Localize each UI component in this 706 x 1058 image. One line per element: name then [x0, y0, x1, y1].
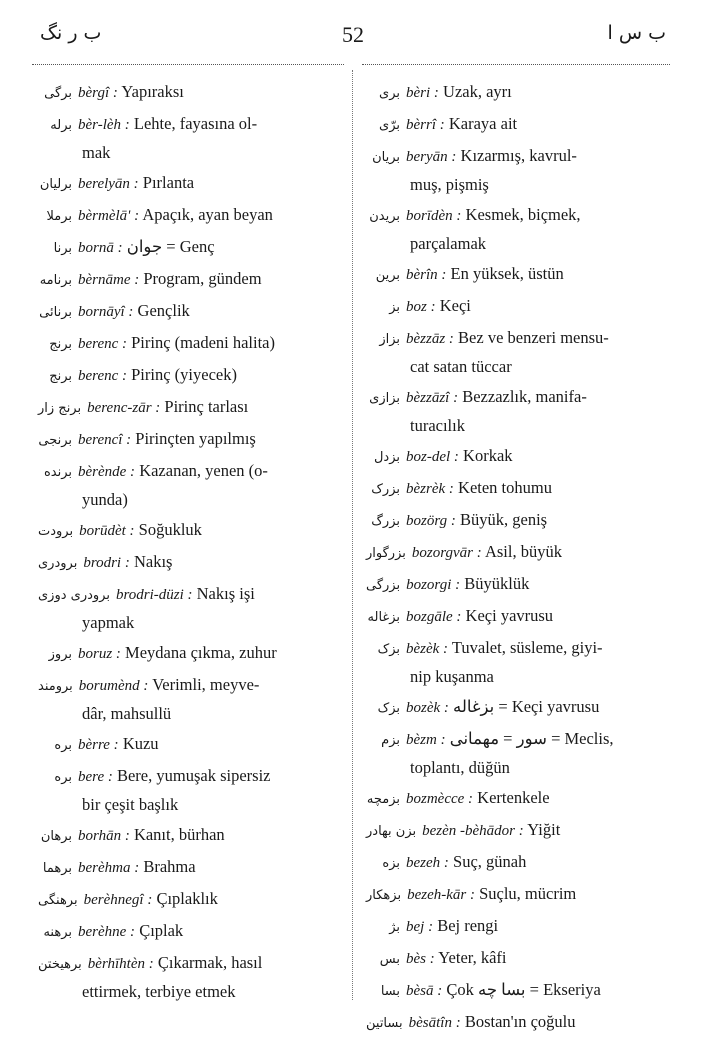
dictionary-entry	[38, 233, 350, 262]
headword: bès :	[406, 951, 435, 967]
definition: Suçlu, mücrim	[479, 884, 577, 903]
arabic-word: برلیان	[39, 177, 72, 192]
headword: bezeh :	[406, 855, 449, 871]
definition: Keten tohumu	[458, 478, 552, 497]
arabic-word: برنامه	[39, 273, 72, 288]
headword: boruz :	[78, 646, 121, 662]
arabic-word: بساتین	[366, 1016, 403, 1031]
arabic-word: برهنگی	[38, 893, 78, 908]
dictionary-entry	[366, 324, 672, 380]
definition: Uzak, ayrı	[443, 82, 512, 101]
arabic-word: بره	[54, 770, 72, 785]
headword: bèzzāzî :	[406, 390, 459, 406]
definition: سور = مهمانی = Meclis,	[449, 729, 614, 748]
arabic-word: برهنه	[43, 925, 72, 940]
definition-continuation: mak	[82, 143, 111, 162]
headword: berelyān :	[78, 176, 139, 192]
headword: bèrhīhtèn :	[87, 956, 154, 972]
dictionary-entry	[366, 442, 672, 471]
dictionary-entry	[38, 169, 350, 198]
dictionary-entry	[38, 329, 350, 358]
definition: Soğukluk	[138, 520, 202, 539]
arabic-word: بزه	[382, 856, 400, 871]
dictionary-entry	[38, 548, 350, 577]
header-right: ب س ا	[607, 22, 666, 44]
definition: Pirinç (yiyecek)	[131, 365, 237, 384]
right-column	[366, 78, 672, 1040]
definition: Bej rengi	[437, 916, 499, 935]
left-column	[38, 78, 350, 1008]
headword: bèrnāme :	[78, 272, 140, 288]
dictionary-entry	[366, 944, 672, 973]
definition-continuation: yapmak	[82, 613, 135, 632]
definition-continuation: turacılık	[410, 416, 465, 435]
dictionary-entry	[366, 816, 672, 845]
headword: bere :	[78, 769, 113, 785]
definition: Bez ve benzeri mensu-	[458, 328, 609, 347]
definition: بزغاله = Keçi yavrusu	[453, 697, 600, 716]
dictionary-entry	[366, 474, 672, 503]
arabic-word: برملا	[46, 209, 72, 224]
dictionary-entry	[366, 383, 672, 439]
headword: boz-del :	[406, 449, 459, 465]
definition: جوان = Genç	[126, 237, 215, 256]
arabic-word: برومند	[38, 679, 73, 694]
headword: berèhne :	[78, 924, 136, 940]
dictionary-entry	[38, 393, 350, 422]
definition: Tuvalet, süsleme, giyi-	[451, 638, 603, 657]
arabic-word: بزاز	[379, 332, 400, 347]
page-number: 52	[342, 22, 364, 47]
arabic-word: برهان	[40, 829, 72, 844]
headword: bozgāle :	[406, 609, 462, 625]
headword: bèzm :	[406, 732, 446, 748]
definition: Keçi yavrusu	[465, 606, 554, 625]
dictionary-entry	[38, 297, 350, 326]
dictionary-entry	[38, 361, 350, 390]
dictionary-entry	[366, 912, 672, 941]
arabic-word: بروز	[48, 647, 72, 662]
arabic-word: بزم	[381, 733, 400, 748]
headword: bèrrî :	[406, 117, 445, 133]
definition: Program, gündem	[143, 269, 262, 288]
definition: Çıplaklık	[156, 889, 218, 908]
headword: berenc :	[78, 368, 127, 384]
definition: Gençlik	[137, 301, 190, 320]
arabic-word: برودری	[38, 556, 78, 571]
dictionary-entry	[38, 425, 350, 454]
headword: bornāyî :	[78, 304, 134, 320]
definition: Çıplak	[139, 921, 184, 940]
headword: berencî :	[78, 432, 132, 448]
definition: Çok بسا چه = Ekseriya	[446, 980, 601, 999]
definition: Bostan'ın çoğulu	[464, 1012, 576, 1031]
definition: Nakış işi	[196, 584, 255, 603]
definition: Keçi	[439, 296, 471, 315]
dictionary-entry	[366, 602, 672, 631]
definition: Kesmek, biçmek,	[465, 205, 581, 224]
dictionary-entry	[366, 725, 672, 781]
dictionary-entry	[38, 730, 350, 759]
definition-continuation: cat satan tüccar	[410, 357, 512, 376]
headword: bozmècce :	[406, 791, 474, 807]
definition: Yiğit	[527, 820, 561, 839]
arabic-word: بری	[379, 86, 400, 101]
headword: berenc :	[78, 336, 127, 352]
definition: Karaya ait	[448, 114, 518, 133]
arabic-word: برنج زار	[38, 401, 82, 416]
arabic-word: بس	[379, 952, 400, 967]
dictionary-entry	[366, 142, 672, 198]
dictionary-entry	[38, 885, 350, 914]
dictionary-entry	[366, 260, 672, 289]
definition: Yeter, kâfi	[438, 948, 507, 967]
headword: bèrènde :	[78, 464, 136, 480]
arabic-word: بزدل	[373, 450, 400, 465]
definition-continuation: bir çeşit başlık	[82, 795, 179, 814]
dictionary-entry	[366, 201, 672, 257]
arabic-word: برنج	[49, 337, 72, 352]
definition-continuation: nip kuşanma	[410, 667, 494, 686]
headword: bèr-lèh :	[78, 117, 130, 133]
definition: Suç, günah	[453, 852, 527, 871]
dictionary-entry	[38, 110, 350, 166]
dictionary-entry	[38, 762, 350, 818]
headword: bèrre :	[78, 737, 119, 753]
definition: Kertenkele	[477, 788, 550, 807]
header-rule-left	[32, 64, 344, 65]
header-left: ب ر نگ	[40, 22, 102, 44]
header-rule-right	[362, 64, 670, 65]
definition: Bezzazlık, manifa-	[462, 387, 587, 406]
arabic-word: بزرک	[371, 482, 400, 497]
definition: Asil, büyük	[484, 542, 562, 561]
definition: Kızarmış, kavrul-	[460, 146, 577, 165]
dictionary-entry	[366, 693, 672, 722]
dictionary-entry	[366, 634, 672, 690]
definition: Kanıt, bürhan	[133, 825, 225, 844]
headword: bezeh-kār :	[407, 887, 475, 903]
definition: Pirinç tarlası	[164, 397, 249, 416]
arabic-word: بسا	[380, 984, 400, 999]
headword: bozörg :	[406, 513, 456, 529]
dictionary-entry	[38, 949, 350, 1005]
headword: bèrîn :	[406, 267, 447, 283]
column-separator	[352, 70, 353, 1000]
definition: Lehte, fayasına ol-	[133, 114, 258, 133]
headword: borīdèn :	[406, 208, 462, 224]
dictionary-entry	[38, 265, 350, 294]
headword: bèzrèk :	[406, 481, 454, 497]
headword: berenc-zār :	[87, 400, 161, 416]
arabic-word: برنائی	[39, 305, 72, 320]
headword: berèhma :	[78, 860, 140, 876]
headword: brodri :	[83, 555, 130, 571]
definition: Kazanan, yenen (o-	[139, 461, 268, 480]
definition: Bere, yumuşak sipersiz	[116, 766, 271, 785]
headword: berèhnegî :	[83, 892, 153, 908]
arabic-word: بزهکار	[366, 888, 402, 903]
headword: bèzzāz :	[406, 331, 454, 347]
headword: bèrgî :	[78, 85, 118, 101]
headword: bozèk :	[406, 700, 449, 716]
dictionary-entry	[38, 201, 350, 230]
headword: bèsātîn :	[408, 1015, 461, 1031]
definition: Pirinç (madeni halita)	[131, 333, 275, 352]
headword: bèsā :	[406, 983, 443, 999]
dictionary-entry	[38, 457, 350, 513]
definition-continuation: yunda)	[82, 490, 128, 509]
arabic-word: برنجی	[38, 433, 72, 448]
arabic-word: بزغاله	[367, 610, 400, 625]
definition-continuation: dâr, mahsullü	[82, 704, 172, 723]
arabic-word: برودت	[38, 524, 74, 539]
headword: bozorgvār :	[411, 545, 482, 561]
definition: Brahma	[143, 857, 196, 876]
dictionary-entry	[366, 538, 672, 567]
arabic-word: برنج	[49, 369, 72, 384]
headword: borūdèt :	[79, 523, 135, 539]
arabic-word: بزک	[377, 642, 400, 657]
dictionary-entry	[366, 110, 672, 139]
arabic-word: برنا	[53, 241, 72, 256]
definition: Pırlanta	[142, 173, 195, 192]
arabic-word: برّی	[379, 118, 400, 133]
dictionary-entry	[366, 1008, 672, 1037]
arabic-word: برگی	[44, 86, 72, 101]
arabic-word: بزن بهادر	[366, 824, 417, 839]
definition: Büyük, geniş	[460, 510, 548, 529]
dictionary-entry	[366, 880, 672, 909]
headword: beryān :	[406, 149, 457, 165]
arabic-word: برله	[50, 118, 72, 133]
definition: Çıkarmak, hasıl	[157, 953, 263, 972]
definition: Korkak	[463, 446, 513, 465]
definition: Meydana çıkma, zuhur	[125, 643, 277, 662]
arabic-word: بزمچه	[366, 792, 400, 807]
arabic-word: بزازی	[369, 391, 400, 406]
definition-continuation: ettirmek, terbiye etmek	[82, 982, 236, 1001]
dictionary-entry	[38, 580, 350, 636]
arabic-word: بزرگی	[366, 578, 401, 593]
definition-continuation: toplantı, düğün	[410, 758, 510, 777]
arabic-word: بز	[389, 300, 400, 315]
dictionary-entry	[38, 917, 350, 946]
dictionary-entry	[366, 848, 672, 877]
arabic-word: بزرگوار	[366, 546, 406, 561]
headword: bèrmèlā' :	[78, 208, 140, 224]
dictionary-entry	[366, 976, 672, 1005]
arabic-word: برهیختن	[38, 957, 82, 972]
arabic-word: بژ	[389, 920, 400, 935]
dictionary-entry	[38, 639, 350, 668]
definition: Pirinçten yapılmış	[135, 429, 256, 448]
arabic-word: بره	[54, 738, 72, 753]
definition-continuation: muş, pişmiş	[410, 175, 489, 194]
headword: borumènd :	[78, 678, 149, 694]
dictionary-entry	[366, 292, 672, 321]
definition: Verimli, meyve-	[152, 675, 260, 694]
dictionary-entry	[38, 78, 350, 107]
definition: Apaçık, ayan beyan	[142, 205, 273, 224]
headword: bozorgi :	[406, 577, 461, 593]
definition: En yüksek, üstün	[450, 264, 564, 283]
arabic-word: بریان	[372, 150, 400, 165]
headword: brodri-düzi :	[115, 587, 193, 603]
headword: boz :	[406, 299, 436, 315]
arabic-word: برنده	[43, 465, 72, 480]
headword: bornā :	[78, 240, 123, 256]
dictionary-entry	[38, 671, 350, 727]
dictionary-entry	[38, 821, 350, 850]
headword: bèzèk :	[406, 641, 449, 657]
definition: Nakış	[133, 552, 173, 571]
arabic-word: بزک	[377, 701, 400, 716]
headword: bezèn -bèhādor :	[422, 823, 524, 839]
dictionary-entry	[366, 506, 672, 535]
headword: bèri :	[406, 85, 439, 101]
definition: Büyüklük	[464, 574, 530, 593]
arabic-word: برودری دوزی	[38, 588, 110, 603]
definition: Yapıraksı	[121, 82, 184, 101]
dictionary-entry	[38, 516, 350, 545]
dictionary-entry	[366, 78, 672, 107]
dictionary-entry	[38, 853, 350, 882]
headword: bej :	[406, 919, 434, 935]
arabic-word: بریدن	[369, 209, 400, 224]
arabic-word: بزرگ	[371, 514, 400, 529]
dictionary-entry	[366, 570, 672, 599]
arabic-word: برین	[375, 268, 400, 283]
arabic-word: برهما	[42, 861, 72, 876]
headword: borhān :	[78, 828, 130, 844]
dictionary-entry	[366, 784, 672, 813]
definition: Kuzu	[122, 734, 159, 753]
definition-continuation: parçalamak	[410, 234, 487, 253]
